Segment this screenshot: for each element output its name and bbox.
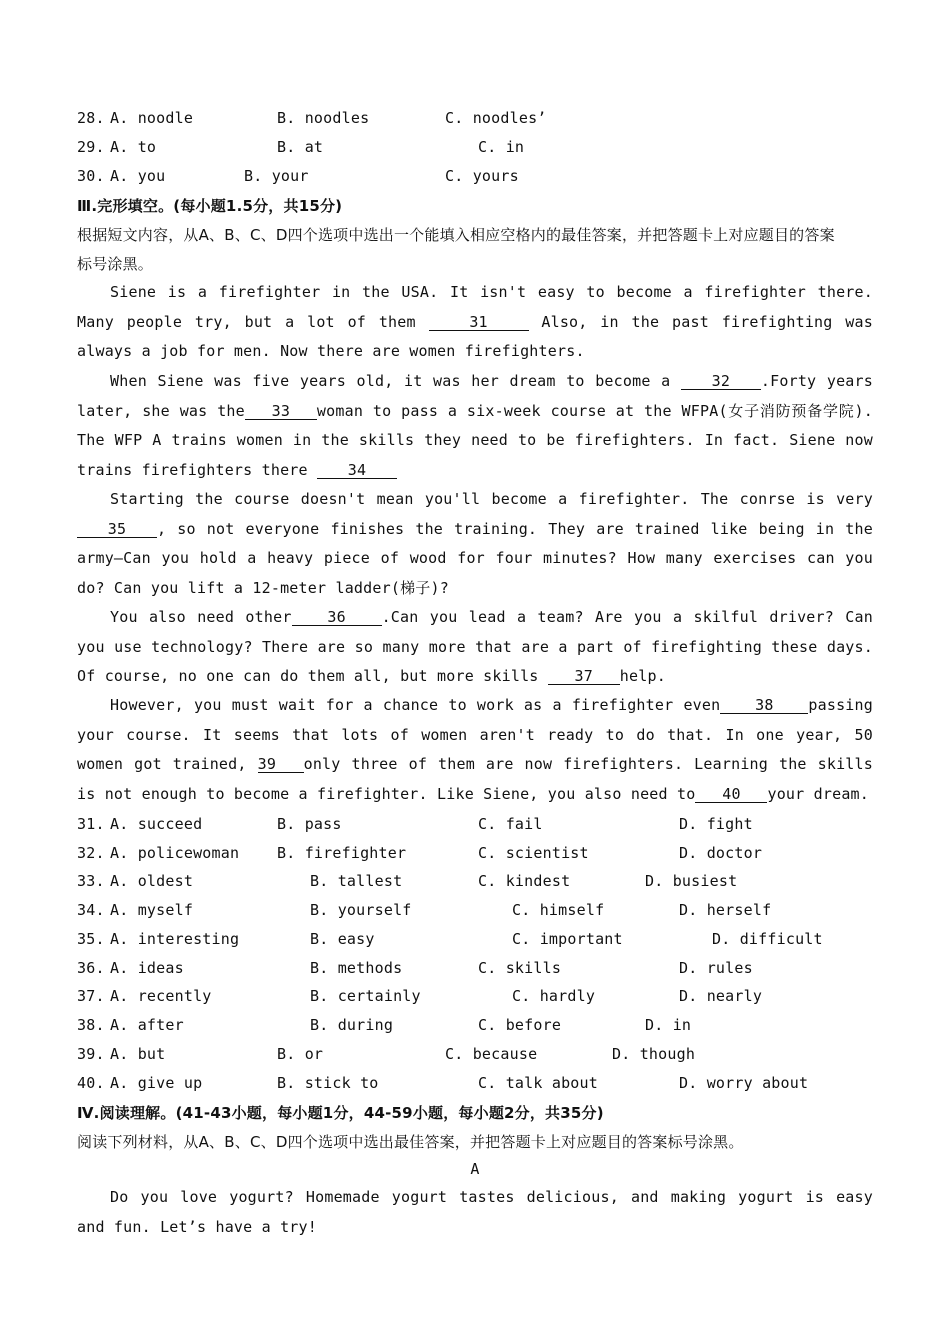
option-a: A. oldest — [110, 872, 194, 890]
option-a: A. but — [110, 1045, 166, 1063]
option-d: D. worry about — [679, 1074, 809, 1092]
option-c: C. kindest — [478, 872, 571, 890]
passage-label: A — [470, 1160, 480, 1178]
question-number: 31. — [77, 815, 105, 833]
option-a: A. myself — [110, 901, 194, 919]
section-4-instruction: 阅读下列材料，从A、B、C、D四个选项中选出最佳答案，并把答题卡上对应题目的答案标号涂黑。 — [77, 1133, 744, 1151]
passage-paragraph-2 — [77, 367, 873, 486]
question-number: 40. — [77, 1074, 105, 1092]
blank-31: 31 — [429, 314, 529, 331]
option-a: A. recently — [110, 987, 212, 1005]
option-c: C. talk about — [478, 1074, 598, 1092]
passage-text: .Forty years later, she was the — [77, 372, 873, 420]
question-number: 38. — [77, 1016, 105, 1034]
option-b: B. methods — [310, 959, 403, 977]
blank-34: 34 — [317, 462, 397, 479]
option-b: B. stick to — [277, 1074, 379, 1092]
question-number: 36. — [77, 959, 105, 977]
option-d: D. doctor — [679, 844, 763, 862]
section-3-instruction-cont: 标号涂黑。 — [77, 255, 154, 273]
blank-33: 33 — [245, 403, 317, 420]
question-number: 33. — [77, 872, 105, 890]
option-c: C. because — [445, 1045, 538, 1063]
option-c: C. in — [478, 138, 525, 156]
option-c: C. before — [478, 1016, 562, 1034]
option-b: B. certainly — [310, 987, 421, 1005]
passage-text: , so not everyone finishes the training. They are trained like being in the army—Can you hold a heavy piece of wood for four minutes? How many exercises can you do? Can you lift a 12-meter ladder(梯子)? — [77, 519, 873, 598]
option-c: C. yours — [445, 167, 519, 185]
passage-text: your dream. — [767, 785, 870, 804]
option-a: A. succeed — [110, 815, 203, 833]
option-a: A. noodle — [110, 109, 194, 127]
passage-text: Starting the course doesn't mean you'll become a firefighter. The conrse is very — [110, 490, 873, 508]
option-c: C. skills — [478, 959, 562, 977]
option-a: A. ideas — [110, 959, 184, 977]
passage-text: .Can you lead a team? Are you a skilful driver? Can you use technology? There are so many more that are a part of firefighting these days. Of course, no one can do them all, but more skills — [77, 608, 873, 686]
question-number: 34. — [77, 901, 105, 919]
question-number: 29. — [77, 138, 105, 156]
option-b: B. yourself — [310, 901, 412, 919]
option-a: A. policewoman — [110, 844, 240, 862]
section-3-instruction: 根据短文内容，从A、B、C、D四个选项中选出一个能填入相应空格内的最佳答案，并把答题卡上对应题目的答案 — [77, 226, 835, 244]
blank-35: 35 — [77, 521, 157, 538]
passage-paragraph-5 — [77, 691, 873, 810]
option-a: A. you — [110, 167, 166, 185]
option-d: D. difficult — [712, 930, 823, 948]
option-row-29 — [77, 138, 105, 156]
option-c: C. hardly — [512, 987, 596, 1005]
option-c: C. important — [512, 930, 623, 948]
passage-text: woman to pass a six-week course at the WFPA(女子消防预备学院). The WFP A trains women in the skills they need to be firefighters. In fact. Siene now trains firefighters there — [77, 401, 874, 480]
section-3-title: Ⅲ.完形填空。(每小题1.5分，共15分) — [77, 197, 343, 215]
option-c: C. noodles’ — [445, 109, 547, 127]
option-b: B. firefighter — [277, 844, 407, 862]
blank-37: 37 — [548, 668, 620, 685]
passage-text: passing your course. It seems that lots of women aren't ready to do that. In one year, 50 women got trained, — [77, 696, 873, 774]
option-d: D. herself — [679, 901, 772, 919]
passage-text: When Siene was five years old, it was her dream to become a — [110, 372, 671, 390]
option-row-28 — [77, 109, 105, 127]
passage-text: Also, in the past firefighting was always a job for men. Now there are women firefighters. — [77, 312, 873, 361]
question-number: 35. — [77, 930, 105, 948]
question-number: 28. — [77, 109, 105, 127]
option-d: D. fight — [679, 815, 753, 833]
passage-text: help. — [619, 667, 666, 686]
passage-paragraph-4 — [77, 603, 873, 692]
option-b: B. tallest — [310, 872, 403, 890]
option-b: B. or — [277, 1045, 324, 1063]
passage-text: Siene is a firefighter in the USA. It isn't easy to become a firefighter there. Many people try, but a lot of them — [77, 283, 873, 331]
section-4-title: Ⅳ.阅读理解。(41-43小题，每小题1分，44-59小题，每小题2分，共35分) — [77, 1104, 604, 1122]
reading-passage-a-paragraph-1: Do you love yogurt? Homemade yogurt tastes delicious, and making yogurt is easy and fun. Let’s have a try! — [77, 1188, 873, 1236]
passage-text: only three of them are now firefighters. Learning the skills is not enough to become a firefighter. Like Siene, you also need to — [77, 755, 874, 804]
option-d: D. nearly — [679, 987, 763, 1005]
question-number: 37. — [77, 987, 105, 1005]
option-b: B. during — [310, 1016, 394, 1034]
option-b: B. noodles — [277, 109, 370, 127]
option-a: A. after — [110, 1016, 184, 1034]
option-d: D. busiest — [645, 872, 738, 890]
option-a: A. give up — [110, 1074, 203, 1092]
option-a: A. interesting — [110, 930, 240, 948]
passage-text: You also need other — [110, 608, 292, 626]
option-d: D. though — [612, 1045, 696, 1063]
question-number: 39. — [77, 1045, 105, 1063]
passage-text: However, you must wait for a chance to work as a firefighter even — [110, 696, 721, 714]
blank-38: 38 — [720, 697, 808, 714]
option-d: D. in — [645, 1016, 692, 1034]
option-row-30 — [77, 167, 105, 185]
option-b: B. easy — [310, 930, 375, 948]
option-d: D. rules — [679, 959, 753, 977]
option-c: C. fail — [478, 815, 543, 833]
option-a: A. to — [110, 138, 157, 156]
blank-40: 40 — [695, 786, 767, 803]
option-c: C. himself — [512, 901, 605, 919]
question-number: 30. — [77, 167, 105, 185]
option-b: B. your — [244, 167, 309, 185]
option-c: C. scientist — [478, 844, 589, 862]
option-b: B. at — [277, 138, 324, 156]
question-number: 32. — [77, 844, 105, 862]
blank-39: 39 — [258, 756, 304, 773]
blank-32: 32 — [681, 373, 761, 390]
passage-paragraph-1 — [77, 278, 873, 367]
option-b: B. pass — [277, 815, 342, 833]
blank-36: 36 — [292, 609, 382, 626]
passage-paragraph-3 — [77, 485, 873, 604]
